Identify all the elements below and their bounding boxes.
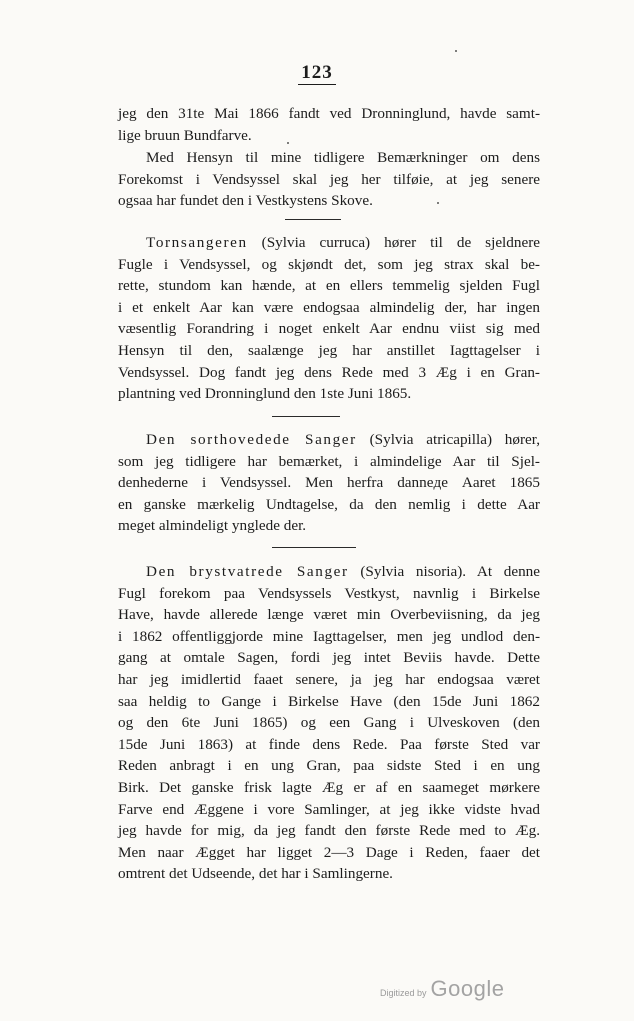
section-separator: [272, 416, 340, 417]
text-line: denhederne i Vendsyssel. Men herfra danneде Aaret 1865: [118, 474, 540, 492]
species-name: Den sorthovedede Sanger: [146, 431, 357, 448]
digitized-by-google-watermark: Digitized by Google: [380, 976, 505, 1001]
text-line: saa heldig to Gange i Birkelse Have (den 15de Juni 1862: [118, 692, 540, 710]
text-line: rette, stundom kan hænde, at en ellers temmelig sjelden Fugl: [118, 277, 540, 295]
page-number: 123: [0, 62, 634, 85]
text-line: Den sorthovedede Sanger (Sylvia atricapilla) hører,: [146, 431, 541, 448]
text-line: Men naar Ægget har ligget 2—3 Dage i Reden, faaer det: [118, 843, 540, 861]
section-separator: [285, 219, 341, 220]
text-line: Tornsangeren (Sylvia curruca) hører til de sjeldnere: [146, 234, 541, 251]
text-line: 15de Juni 1863) at finde dens Rede. Paa første Sted var: [118, 735, 540, 753]
text-line: jeg havde for mig, da jeg fandt den første Rede med to Æg.: [118, 822, 540, 840]
species-name: Tornsangeren: [146, 234, 248, 251]
text-line: Vendsyssel. Dog fandt jeg dens Rede med 3 Æg i en Gran-: [118, 363, 540, 381]
text-line: plantning ved Dronninglund den 1ste Juni 1865.: [118, 385, 412, 403]
text-line: meget almindeligt ynglede der.: [118, 517, 307, 535]
text-line: jeg den 31te Mai 1866 fandt ved Dronninglund, havde samt-: [118, 105, 540, 122]
scan-speck: [437, 202, 439, 204]
scan-speck: [287, 142, 289, 144]
text-line: Forekomst i Vendsyssel skal jeg her tilføie, at jeg senere: [118, 170, 540, 188]
text-line: Farve end Æggene i vore Samlinger, at jeg ikke vidste hvad: [118, 800, 540, 818]
text-line: Birk. Det ganske frisk lagte Æg er af en saameget mørkere: [118, 778, 540, 796]
text-line: i 1862 offentliggjorde mine Iagttagelser, men jeg undlod den-: [118, 627, 540, 645]
text-line: Den brystvatrede Sanger (Sylvia nisoria). At denne: [146, 563, 541, 580]
text-line: som jeg tidligere har bemærket, i almindelige Aar til Sjel-: [118, 452, 540, 470]
text-line: Med Hensyn til mine tidligere Bemærkninger om dens: [146, 149, 540, 166]
text-line: har jeg imidlertid faaet senere, ja jeg har endogsaa været: [118, 670, 540, 688]
text-line: væsentlig Forandring i noget enkelt Aar endnu viist sig med: [118, 320, 540, 338]
section-separator: [272, 547, 356, 548]
scan-speck: [455, 50, 457, 52]
text-line: omtrent det Udseende, det har i Samlingerne.: [118, 865, 393, 883]
text-line: lige bruun Bundfarve.: [118, 126, 252, 144]
paragraph-brystvatrede-sanger: [118, 561, 540, 885]
paragraph-tornsangeren: [118, 232, 540, 405]
text-line: og den 6te Juni 1865) og een Gang i Ulveskoven (den: [118, 714, 540, 732]
text-line: ogsaa har fundet den i Vestkystens Skove.: [118, 192, 373, 210]
text-line: Have, havde allerede længe været min Overbeviisning, da jeg: [118, 606, 540, 624]
text-line: Hensyn til den, saalænge jeg har anstillet Iagttagelser i: [118, 341, 540, 359]
google-logo: Google: [430, 976, 505, 1001]
paragraph-continuation: [118, 103, 540, 146]
species-name: Den brystvatrede Sanger: [146, 563, 349, 580]
text-line: Reden anbragt i en ung Gran, paa sidste Sted i en ung: [118, 757, 540, 775]
text-line: en ganske mærkelig Undtagelse, da den nemlig i dette Aar: [118, 495, 540, 513]
text-line: Fugle i Vendsyssel, og skjøndt det, som jeg strax skal be-: [118, 255, 540, 273]
text-line: Fugl forekom paa Vendsyssels Vestkyst, navnlig i Birkelse: [118, 584, 540, 602]
text-line: i et enkelt Aar kan være endogsaa almindelig der, har ingen: [118, 298, 540, 316]
text-line: gang at omtale Sagen, fordi jeg intet Beviis havde. Dette: [118, 649, 540, 667]
paragraph-sorthovedede-sanger: [118, 429, 540, 537]
paragraph-remarks: [118, 147, 540, 212]
